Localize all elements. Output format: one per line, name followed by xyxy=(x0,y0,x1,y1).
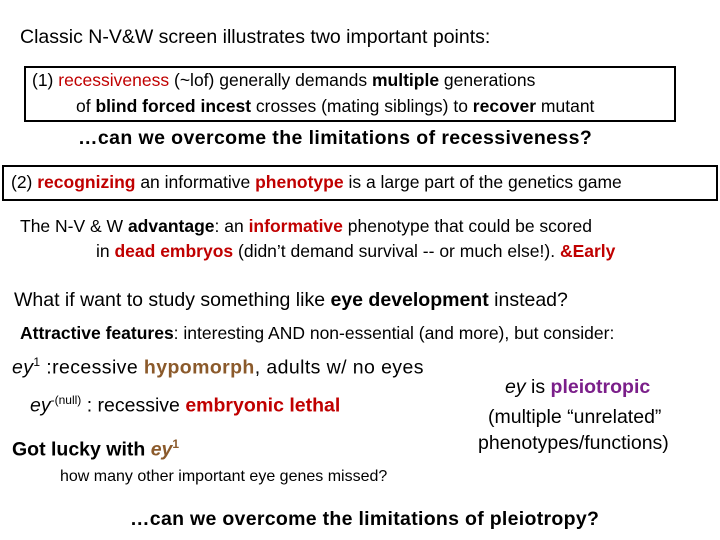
slide-title: Classic N-V&W screen illustrates two important points: xyxy=(20,26,491,48)
eynull-line: $ey^{-(null)}$ : recessive embryonic lethal xyxy=(30,393,341,417)
ey1-line: $ey^1$ :recessive hypomorph, adults w/ no eyes xyxy=(12,355,424,379)
eye-development-question: What if want to study something like eye development instead? xyxy=(14,289,568,311)
point2-text: (2) recognizing an informative phenotype is a large part of the genetics game xyxy=(11,172,622,192)
pleiotropic-line1: ey is pleiotropic xyxy=(505,376,651,398)
question-recessiveness: …can we overcome the limitations of recessiveness? xyxy=(78,127,593,149)
attractive-features: Attractive features: interesting AND non-essential (and more), but consider: xyxy=(20,323,615,343)
question-pleiotropy: …can we overcome the limitations of pleiotropy? xyxy=(130,508,600,530)
pleiotropic-line2: (multiple “unrelated” xyxy=(488,406,662,428)
pleiotropic-line3: phenotypes/functions) xyxy=(478,432,669,454)
point1-line2: of blind forced incest crosses (mating siblings) to recover mutant xyxy=(76,96,595,116)
point1-line1: (1) recessiveness (~lof) generally demands multiple generations xyxy=(32,70,536,90)
advantage-line2: in dead embryos (didn’t demand survival -- or much else!). &Early xyxy=(96,241,616,261)
advantage-line1: The N-V & W advantage: an informative phenotype that could be scored xyxy=(20,216,592,236)
got-lucky-line: Got lucky with $ey^1$ xyxy=(12,437,180,461)
missed-genes-question: how many other important eye genes missed? xyxy=(60,468,388,485)
